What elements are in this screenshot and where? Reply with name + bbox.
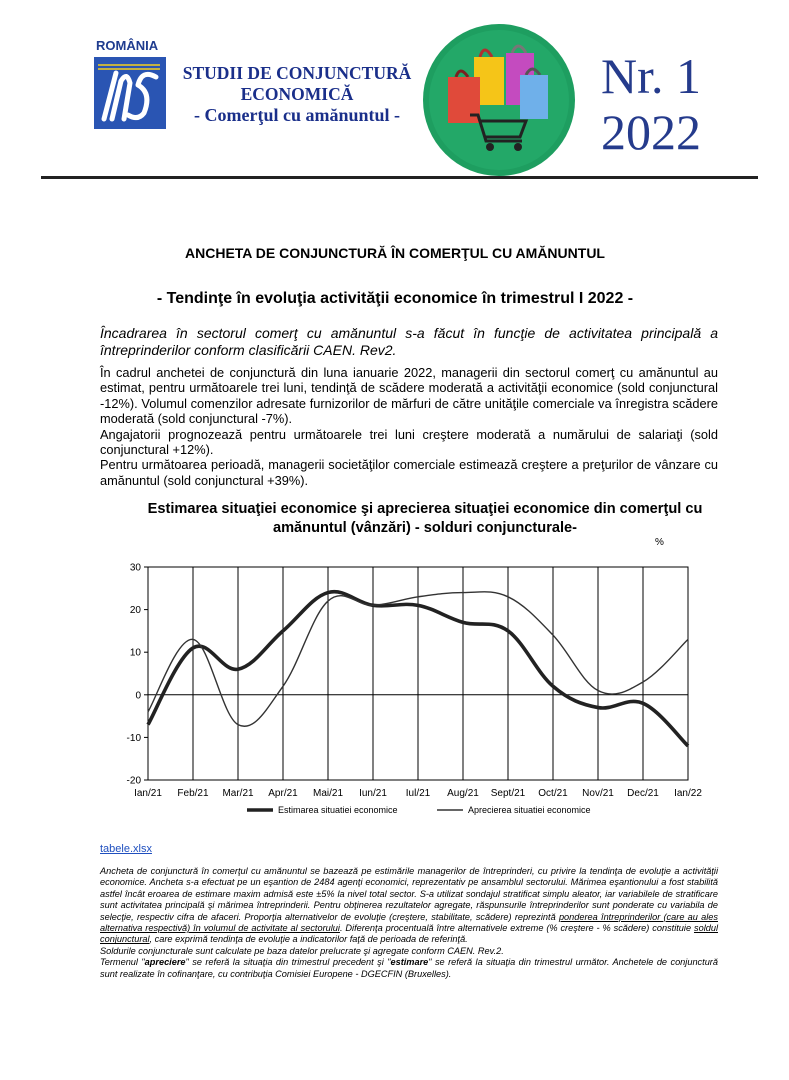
ins-logo-mark — [94, 57, 166, 129]
y-tick-label: -10 — [126, 732, 141, 744]
report-heading: ANCHETA DE CONJUNCTURĂ ÎN COMERŢUL CU AMĂNUNTUL — [185, 245, 605, 261]
x-tick-label: Iun/21 — [359, 788, 387, 799]
publication-title — [172, 63, 422, 126]
note-text: , care exprimă tendinţa de evoluţie a indicatorilor faţă de perioada de referinţă. — [149, 934, 468, 945]
note-text: . Diferenţa procentuală între alternativele extreme (% creştere - % scădere) constituie — [339, 923, 694, 934]
x-tick-label: Ian/22 — [674, 788, 702, 799]
legend-label: Aprecierea situatiei economice — [468, 805, 591, 815]
issue-year: 2022 — [601, 104, 701, 160]
methodology-note-1 — [100, 866, 718, 946]
publication-title-line3: - Comerţul cu amănuntul - — [194, 105, 400, 125]
x-tick-label: Mai/21 — [312, 788, 344, 799]
intro-note: Încadrarea în sectorul comerţ cu amănuntul s-a făcut în funcţie de activitatea principală a întreprinderilor conform clasificării CAEN. Rev2. — [100, 325, 718, 358]
chart-title: Estimarea situaţiei economice şi aprecierea situaţiei economice din comerţul cu amănuntul (vânzări) - solduri conjuncturale- — [147, 501, 703, 536]
note-text: " se referă la situaţia din trimestrul următor. Anchetele de conjunctură sunt realizate în cofinanţare, cu contribuţia Comisiei Europene - DGECFIN (Bruxelles). — [100, 957, 718, 979]
x-tick-label: Ian/21 — [134, 788, 162, 799]
note-underlined-balance: soldul conjunctural — [100, 923, 718, 945]
x-tick-label: Oct/21 — [538, 788, 568, 799]
methodology-note-3 — [100, 957, 718, 980]
methodology-notes — [100, 866, 718, 980]
issue-label: Nr. 1 — [601, 48, 701, 104]
publication-title-line1: STUDII DE CONJUNCTURĂ — [182, 63, 412, 83]
term-estimare: estimare — [390, 957, 429, 968]
x-tick-label: Nov/21 — [582, 788, 614, 799]
y-tick-label: 0 — [135, 690, 141, 702]
tables-download-link[interactable]: tabele.xlsx — [100, 843, 152, 855]
shopping-bags-cart-icon — [422, 23, 576, 177]
ins-logo — [94, 57, 166, 129]
x-tick-label: Sept/21 — [490, 788, 526, 799]
note-text: Ancheta de conjunctură în comerţul cu amănuntul se bazează pe estimările managerilor de întreprinderi, cu privire la tendinţa de evoluţie a activităţii economice. Ancheta s-a efectuat pe un eşantion de 2484 agenţi economici, reprezentativ pe ansamblul sectorului. Mărimea eşantionului a fost stabilită astfel încât eroarea de estimare maxim admisă este ±5% la nivel total sector. S-a utilizat sondajul stratificat simplu aleator, iar variabilele de stratificare sunt activitatea principală şi mărimea întreprinderii. Pentru obţinerea rezultatelor agregate, răspunsurile întreprinderilor sunt ponderate cu variabila de selecţie, respectiv cifra de afaceri. Proporţia alternativelor de evoluţie (creştere, stabilitate, scădere) reprezintă — [100, 866, 718, 922]
note-underlined-weighting: ponderea întreprinderilor (care au ales alternativa respectivă) în volumul de activitate al sectorului — [100, 911, 718, 934]
issue-number — [596, 48, 706, 160]
y-tick-label: -20 — [126, 775, 141, 787]
x-tick-label: Apr/21 — [268, 788, 298, 799]
chart-unit-label: % — [655, 537, 664, 548]
x-tick-label: Aug/21 — [447, 788, 479, 799]
x-tick-label: Mar/21 — [222, 788, 254, 799]
x-tick-label: Iul/21 — [405, 788, 431, 799]
publication-title-line2: ECONOMICĂ — [240, 84, 354, 104]
summary-paragraph-employment: Angajatorii prognozează pentru următoarele trei luni creştere moderată a numărului de salariaţi (sold conjunctural +12%). — [100, 426, 718, 458]
legend-label: Estimarea situatiei economice — [278, 805, 398, 815]
methodology-note-2: Soldurile conjuncturale sunt calculate pe baza datelor prelucrate şi agregate conform CAEN. Rev.2. — [100, 945, 504, 956]
y-tick-label: 10 — [129, 647, 141, 659]
note-text: Termenul " — [100, 957, 145, 968]
note-text: " se referă la situaţia din trimestrul precedent şi " — [185, 957, 391, 968]
term-apreciere: apreciere — [144, 957, 186, 968]
x-tick-label: Feb/21 — [177, 788, 209, 799]
report-subheading: - Tendinţe în evoluţia activităţii economice în trimestrul I 2022 - — [156, 290, 634, 307]
country-label: ROMÂNIA — [96, 38, 159, 53]
summary-paragraph-prices: Pentru următoarea perioadă, managerii societăţilor comerciale estimează creştere a preţurilor de vânzare cu amănuntul (sold conjunctural +39%). — [100, 457, 718, 488]
y-tick-label: 20 — [129, 605, 141, 617]
y-tick-label: 30 — [129, 562, 141, 574]
summary-paragraphs — [100, 365, 718, 488]
line-chart — [112, 555, 712, 830]
x-tick-label: Dec/21 — [627, 788, 659, 799]
summary-paragraph-activity: În cadrul anchetei de conjunctură din luna ianuarie 2022, managerii din sectorul comerţ cu amănuntul au estimat, pentru următoarele trei luni, tendinţă de scădere moderată a activităţii economice (sold conjunctural -12%). Volumul comenzilor adresate furnizorilor de mărfuri de către unităţile comerciale va înregistra scădere moderată (sold conjunctural -7%). — [100, 365, 718, 427]
header-divider — [41, 176, 758, 179]
